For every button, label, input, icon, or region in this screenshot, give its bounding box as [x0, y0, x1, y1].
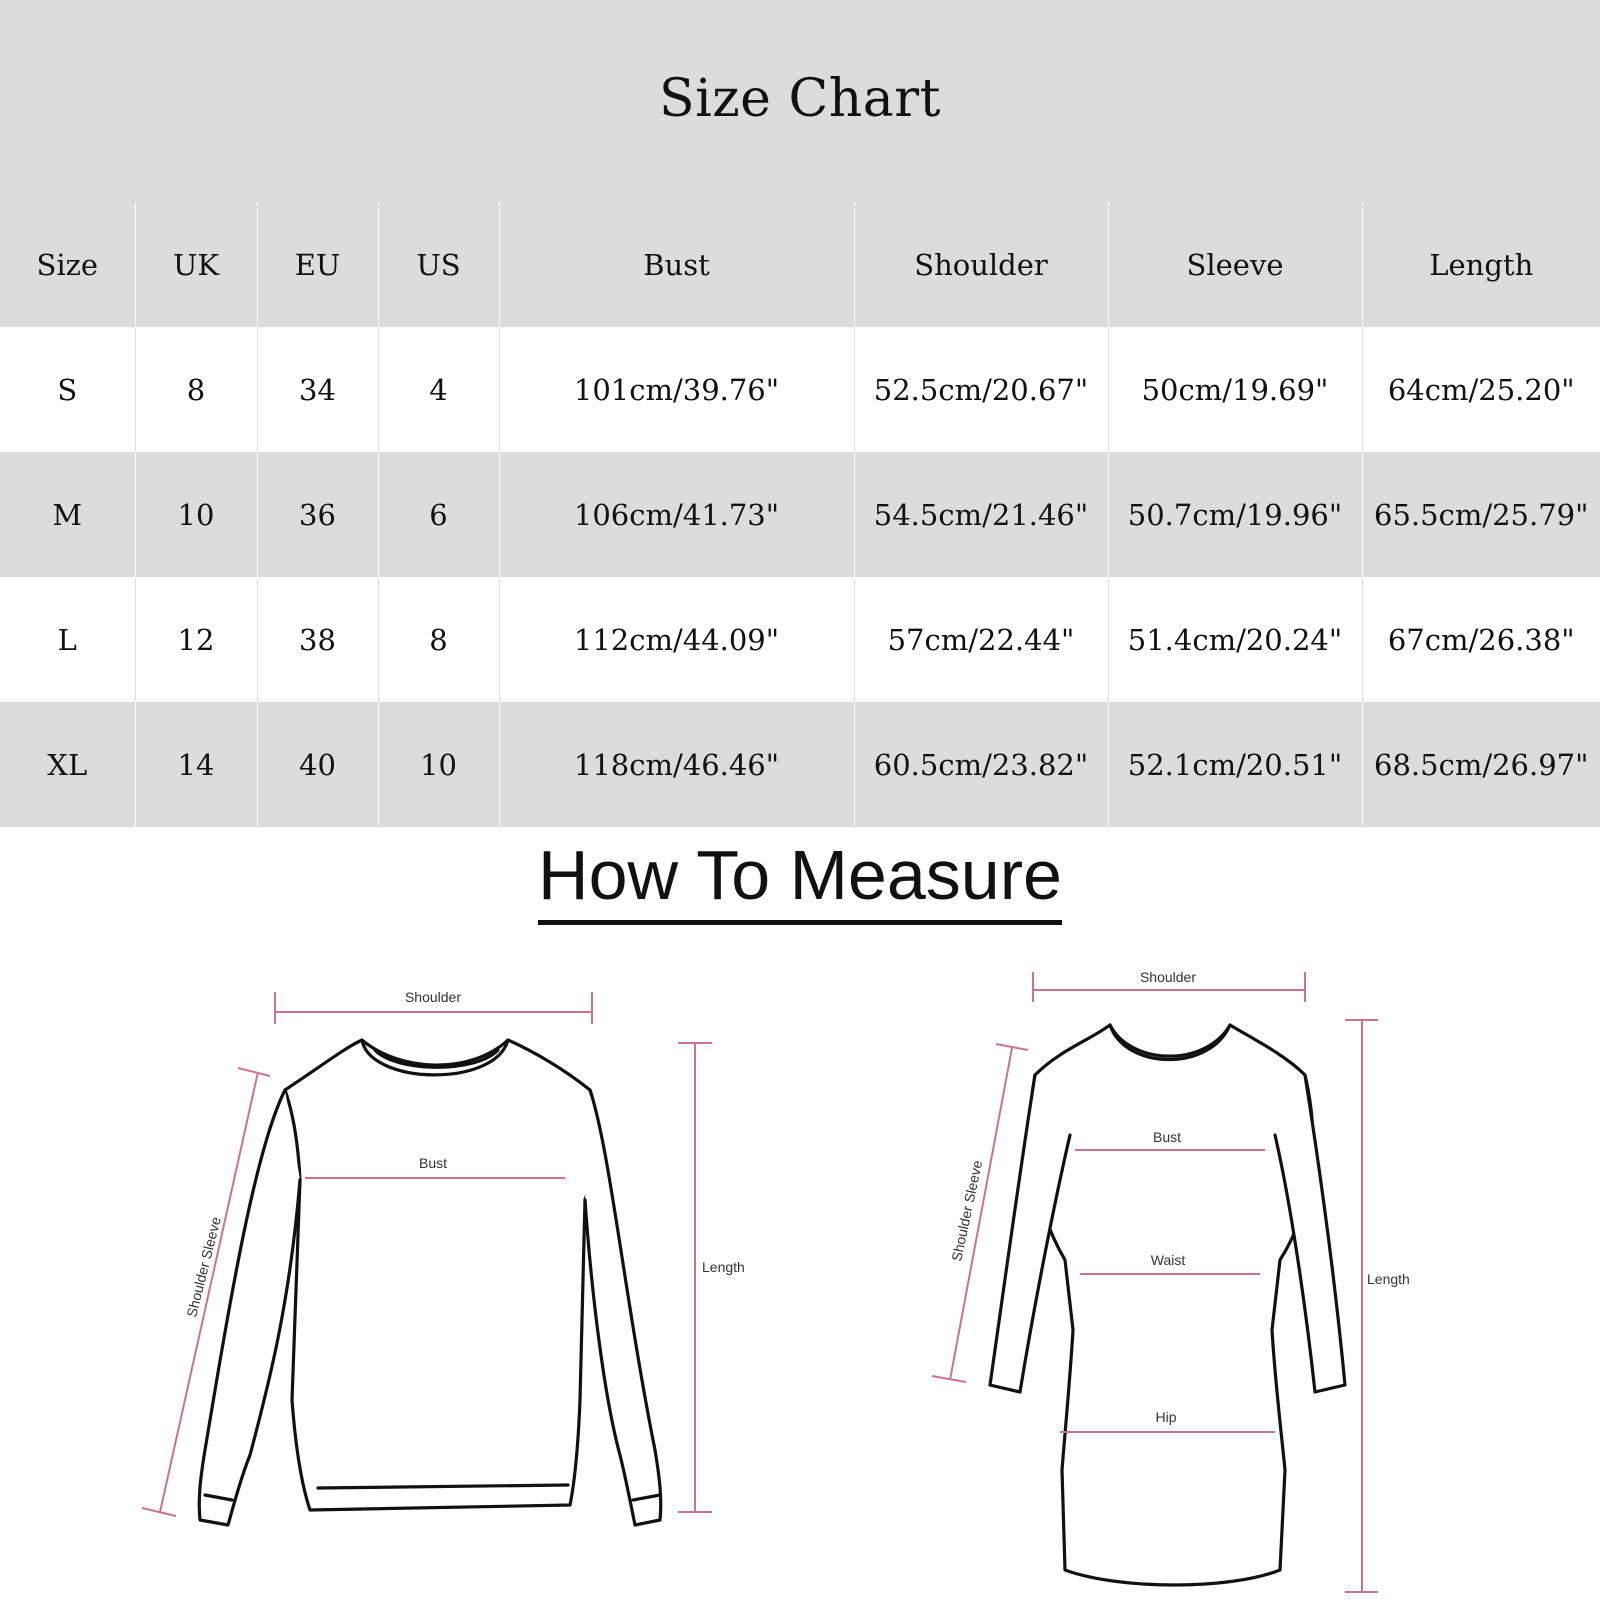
table-cell: 106cm/41.73": [499, 452, 854, 577]
table-cell: 101cm/39.76": [499, 327, 854, 452]
sweater-shoulder-label: Shoulder: [404, 989, 462, 1005]
table-cell: 60.5cm/23.82": [854, 702, 1108, 827]
table-cell: 68.5cm/26.97": [1362, 702, 1600, 827]
table-cell: 50cm/19.69": [1108, 327, 1362, 452]
table-cell: 118cm/46.46": [499, 702, 854, 827]
table-cell: 14: [135, 702, 257, 827]
table-cell: 34: [257, 327, 378, 452]
header-bust: Bust: [499, 202, 854, 327]
table-cell: 10: [378, 702, 499, 827]
dress-length-label: Length: [1367, 1271, 1410, 1287]
table-cell: S: [0, 327, 135, 452]
table-cell: XL: [0, 702, 135, 827]
table-cell: 10: [135, 452, 257, 577]
header-uk: UK: [135, 202, 257, 327]
sweater-sleeve-label: Shoulder Sleeve: [183, 1215, 224, 1319]
table-cell: L: [0, 577, 135, 702]
table-cell: 38: [257, 577, 378, 702]
header-shoulder: Shoulder: [854, 202, 1108, 327]
table-cell: 54.5cm/21.46": [854, 452, 1108, 577]
table-cell: 112cm/44.09": [499, 577, 854, 702]
dress-sleeve-label: Shoulder Sleeve: [948, 1158, 986, 1263]
header-eu: EU: [257, 202, 378, 327]
table-cell: 6: [378, 452, 499, 577]
table-cell: 36: [257, 452, 378, 577]
table-cell: 64cm/25.20": [1362, 327, 1600, 452]
table-cell: 4: [378, 327, 499, 452]
table-cell: 57cm/22.44": [854, 577, 1108, 702]
dress-waist-label: Waist: [1150, 1252, 1186, 1268]
table-cell: 50.7cm/19.96": [1108, 452, 1362, 577]
table-cell: 52.5cm/20.67": [854, 327, 1108, 452]
dress-outline: [1030, 1025, 1312, 1585]
table-cell: 40: [257, 702, 378, 827]
table-cell: 12: [135, 577, 257, 702]
table-cell: M: [0, 452, 135, 577]
header-us: US: [378, 202, 499, 327]
table-cell: 8: [378, 577, 499, 702]
table-cell: 51.4cm/20.24": [1108, 577, 1362, 702]
page-title: Size Chart: [659, 69, 941, 129]
dress-bust-label: Bust: [1152, 1129, 1182, 1145]
sweater-bust-label: Bust: [418, 1155, 448, 1171]
table-cell: 8: [135, 327, 257, 452]
dress-shoulder-label: Shoulder: [1139, 969, 1197, 985]
sweater-length-label: Length: [702, 1259, 745, 1275]
table-cell: 67cm/26.38": [1362, 577, 1600, 702]
how-to-measure-title: How To Measure: [538, 840, 1062, 925]
dress-sleeve-tick-bottom: [932, 1376, 966, 1382]
header-size: Size: [0, 202, 135, 327]
table-cell: 52.1cm/20.51": [1108, 702, 1362, 827]
dress-hip-label: Hip: [1155, 1409, 1177, 1425]
header-length: Length: [1362, 202, 1600, 327]
table-cell: 65.5cm/25.79": [1362, 452, 1600, 577]
header-sleeve: Sleeve: [1108, 202, 1362, 327]
